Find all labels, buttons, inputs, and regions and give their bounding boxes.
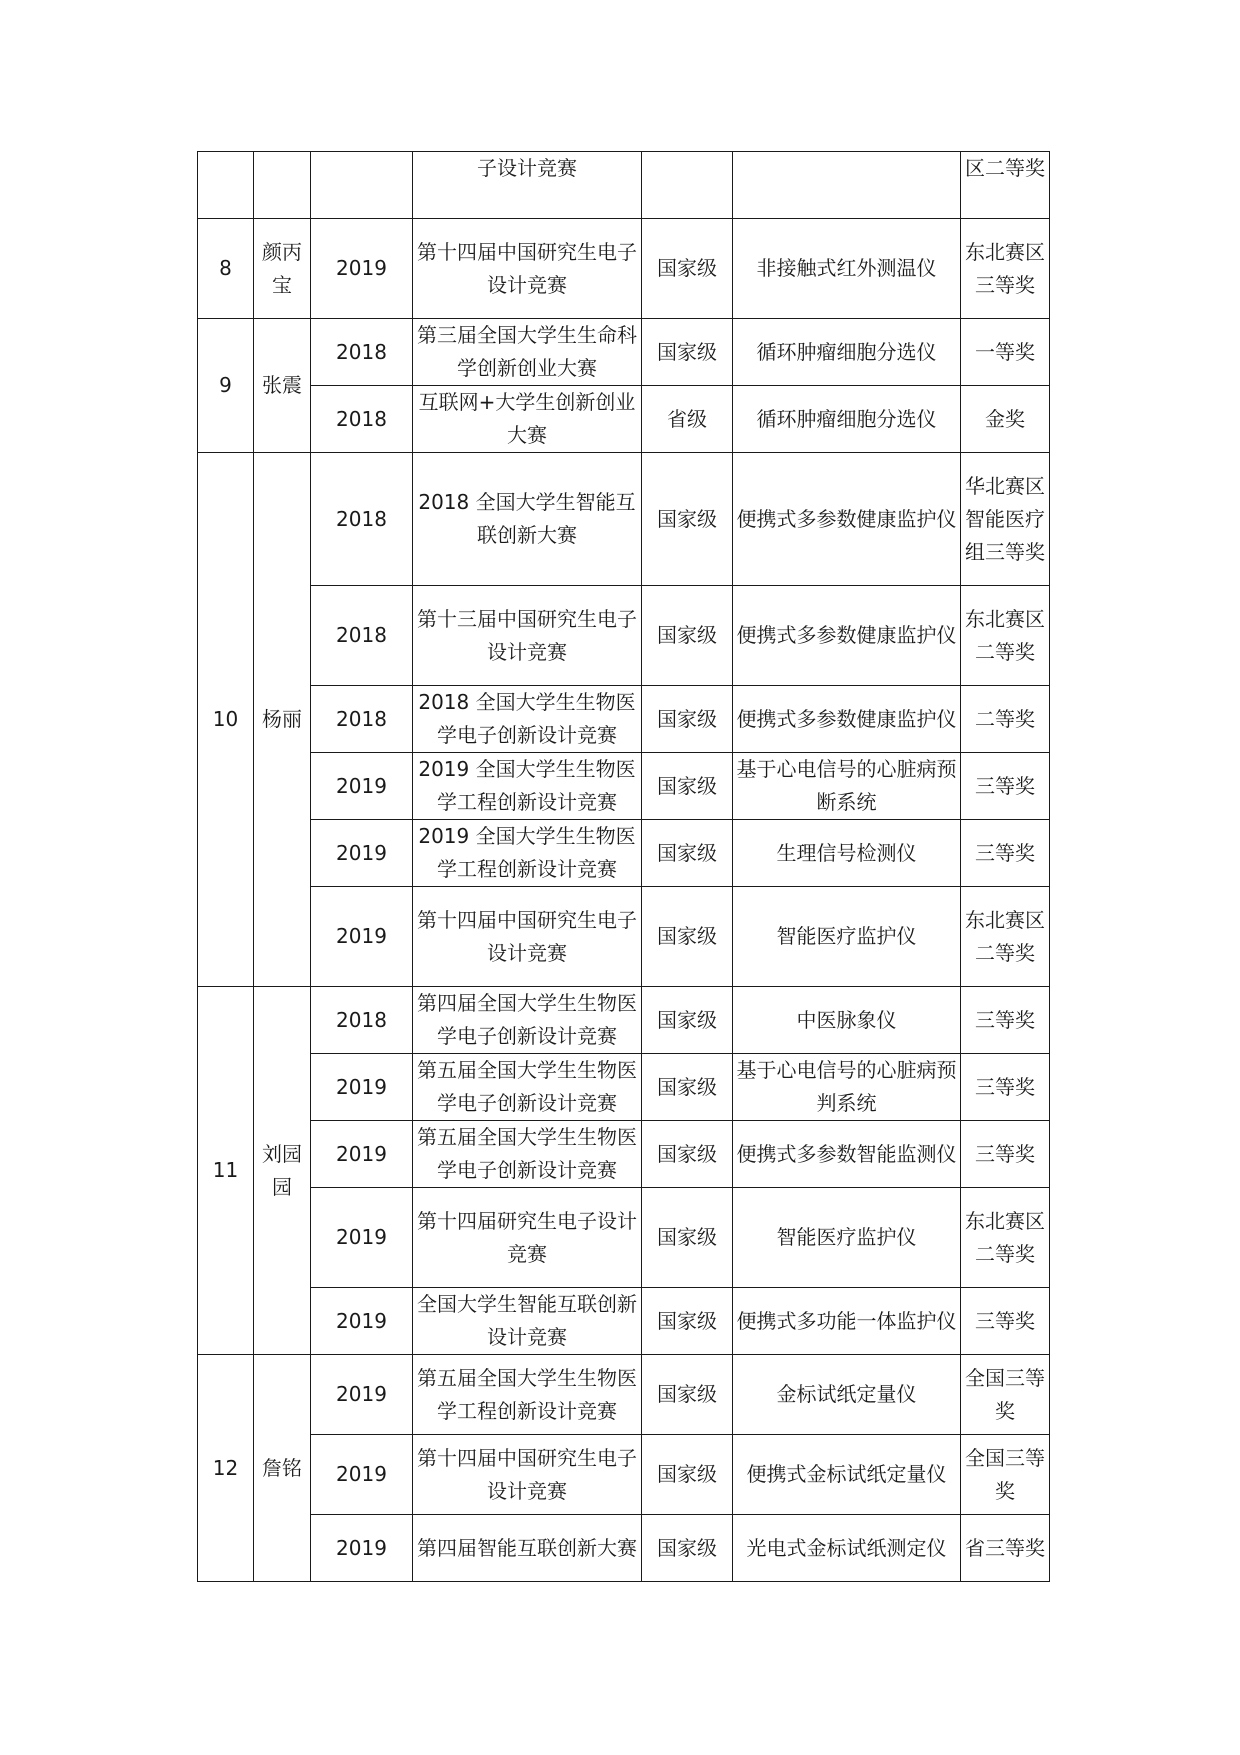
project-cell: 智能医疗监护仪	[733, 1188, 961, 1288]
competition-cell: 第五届全国大学生生物医学电子创新设计竞赛	[413, 1121, 642, 1188]
year-cell	[311, 152, 413, 219]
project-cell: 基于心电信号的心脏病预判系统	[733, 1054, 961, 1121]
competition-cell: 第十四届中国研究生电子设计竞赛	[413, 887, 642, 987]
year-cell: 2019	[311, 1121, 413, 1188]
award-cell: 一等奖	[961, 319, 1050, 386]
project-cell: 便携式多参数健康监护仪	[733, 453, 961, 586]
level-cell: 国家级	[642, 219, 733, 319]
awards-table	[197, 151, 1050, 1582]
awards-table-body	[198, 152, 1050, 1582]
index-cell: 12	[198, 1355, 254, 1582]
project-cell: 便携式金标试纸定量仪	[733, 1435, 961, 1515]
competition-cell: 2019 全国大学生生物医学工程创新设计竞赛	[413, 753, 642, 820]
year-cell: 2018	[311, 453, 413, 586]
project-cell: 非接触式红外测温仪	[733, 219, 961, 319]
table-row	[198, 453, 1050, 586]
level-cell: 国家级	[642, 1054, 733, 1121]
award-cell: 华北赛区智能医疗组三等奖	[961, 453, 1050, 586]
award-cell: 东北赛区二等奖	[961, 887, 1050, 987]
level-cell: 省级	[642, 386, 733, 453]
year-cell: 2019	[311, 1355, 413, 1435]
competition-cell: 第十四届中国研究生电子设计竞赛	[413, 219, 642, 319]
project-cell: 生理信号检测仪	[733, 820, 961, 887]
competition-cell: 2018 全国大学生生物医学电子创新设计竞赛	[413, 686, 642, 753]
table-row	[198, 887, 1050, 987]
level-cell	[642, 152, 733, 219]
table-row	[198, 386, 1050, 453]
name-cell	[254, 152, 311, 219]
level-cell: 国家级	[642, 987, 733, 1054]
name-cell: 詹铭	[254, 1355, 311, 1582]
project-cell: 便携式多参数智能监测仪	[733, 1121, 961, 1188]
award-cell: 三等奖	[961, 1054, 1050, 1121]
year-cell: 2019	[311, 753, 413, 820]
table-row	[198, 1054, 1050, 1121]
table-row	[198, 1355, 1050, 1435]
award-cell: 三等奖	[961, 1121, 1050, 1188]
table-row	[198, 820, 1050, 887]
competition-cell: 第十四届中国研究生电子设计竞赛	[413, 1435, 642, 1515]
level-cell: 国家级	[642, 1355, 733, 1435]
table-row	[198, 987, 1050, 1054]
project-cell	[733, 152, 961, 219]
level-cell: 国家级	[642, 1121, 733, 1188]
competition-cell: 第十四届研究生电子设计竞赛	[413, 1188, 642, 1288]
year-cell: 2019	[311, 887, 413, 987]
award-cell: 全国三等奖	[961, 1355, 1050, 1435]
year-cell: 2019	[311, 820, 413, 887]
continuation-row	[198, 152, 1050, 219]
project-cell: 便携式多参数健康监护仪	[733, 586, 961, 686]
name-cell: 杨丽	[254, 453, 311, 987]
year-cell: 2018	[311, 386, 413, 453]
competition-cell: 第五届全国大学生生物医学工程创新设计竞赛	[413, 1355, 642, 1435]
project-cell: 循环肿瘤细胞分选仪	[733, 386, 961, 453]
table-row	[198, 1188, 1050, 1288]
award-cell: 三等奖	[961, 753, 1050, 820]
award-cell: 东北赛区三等奖	[961, 219, 1050, 319]
level-cell: 国家级	[642, 1188, 733, 1288]
name-cell: 颜丙宝	[254, 219, 311, 319]
year-cell: 2019	[311, 1515, 413, 1582]
award-cell: 金奖	[961, 386, 1050, 453]
project-cell: 便携式多功能一体监护仪	[733, 1288, 961, 1355]
award-cell: 全国三等奖	[961, 1435, 1050, 1515]
year-cell: 2019	[311, 1288, 413, 1355]
table-row	[198, 753, 1050, 820]
project-cell: 智能医疗监护仪	[733, 887, 961, 987]
year-cell: 2018	[311, 686, 413, 753]
competition-cell: 第五届全国大学生生物医学电子创新设计竞赛	[413, 1054, 642, 1121]
competition-cell: 2018 全国大学生智能互联创新大赛	[413, 453, 642, 586]
award-cell: 三等奖	[961, 987, 1050, 1054]
award-cell: 省三等奖	[961, 1515, 1050, 1582]
level-cell: 国家级	[642, 887, 733, 987]
year-cell: 2018	[311, 987, 413, 1054]
level-cell: 国家级	[642, 1435, 733, 1515]
award-cell: 二等奖	[961, 686, 1050, 753]
project-cell: 循环肿瘤细胞分选仪	[733, 319, 961, 386]
competition-cell: 第四届全国大学生生物医学电子创新设计竞赛	[413, 987, 642, 1054]
year-cell: 2019	[311, 1188, 413, 1288]
competition-cell: 第十三届中国研究生电子设计竞赛	[413, 586, 642, 686]
name-cell: 张震	[254, 319, 311, 453]
competition-cell: 第四届智能互联创新大赛	[413, 1515, 642, 1582]
table-row	[198, 686, 1050, 753]
index-cell: 8	[198, 219, 254, 319]
year-cell: 2019	[311, 1054, 413, 1121]
table-row	[198, 319, 1050, 386]
table-row	[198, 219, 1050, 319]
level-cell: 国家级	[642, 453, 733, 586]
index-cell: 9	[198, 319, 254, 453]
level-cell: 国家级	[642, 319, 733, 386]
level-cell: 国家级	[642, 1515, 733, 1582]
award-cell: 东北赛区二等奖	[961, 586, 1050, 686]
level-cell: 国家级	[642, 1288, 733, 1355]
competition-cell: 互联网+大学生创新创业大赛	[413, 386, 642, 453]
table-row	[198, 1121, 1050, 1188]
level-cell: 国家级	[642, 820, 733, 887]
project-cell: 金标试纸定量仪	[733, 1355, 961, 1435]
table-row	[198, 1288, 1050, 1355]
year-cell: 2019	[311, 219, 413, 319]
project-cell: 便携式多参数健康监护仪	[733, 686, 961, 753]
year-cell: 2019	[311, 1435, 413, 1515]
index-cell: 11	[198, 987, 254, 1355]
award-cell: 东北赛区二等奖	[961, 1188, 1050, 1288]
competition-cell: 子设计竞赛	[413, 152, 642, 219]
year-cell: 2018	[311, 319, 413, 386]
award-cell: 三等奖	[961, 1288, 1050, 1355]
table-row	[198, 1435, 1050, 1515]
level-cell: 国家级	[642, 686, 733, 753]
index-cell: 10	[198, 453, 254, 987]
year-cell: 2018	[311, 586, 413, 686]
award-cell: 区二等奖	[961, 152, 1050, 219]
competition-cell: 第三届全国大学生生命科学创新创业大赛	[413, 319, 642, 386]
level-cell: 国家级	[642, 753, 733, 820]
name-cell: 刘园园	[254, 987, 311, 1355]
project-cell: 光电式金标试纸测定仪	[733, 1515, 961, 1582]
level-cell: 国家级	[642, 586, 733, 686]
table-row	[198, 586, 1050, 686]
competition-cell: 2019 全国大学生生物医学工程创新设计竞赛	[413, 820, 642, 887]
index-cell	[198, 152, 254, 219]
project-cell: 基于心电信号的心脏病预断系统	[733, 753, 961, 820]
project-cell: 中医脉象仪	[733, 987, 961, 1054]
competition-cell: 全国大学生智能互联创新设计竞赛	[413, 1288, 642, 1355]
table-row	[198, 1515, 1050, 1582]
award-cell: 三等奖	[961, 820, 1050, 887]
